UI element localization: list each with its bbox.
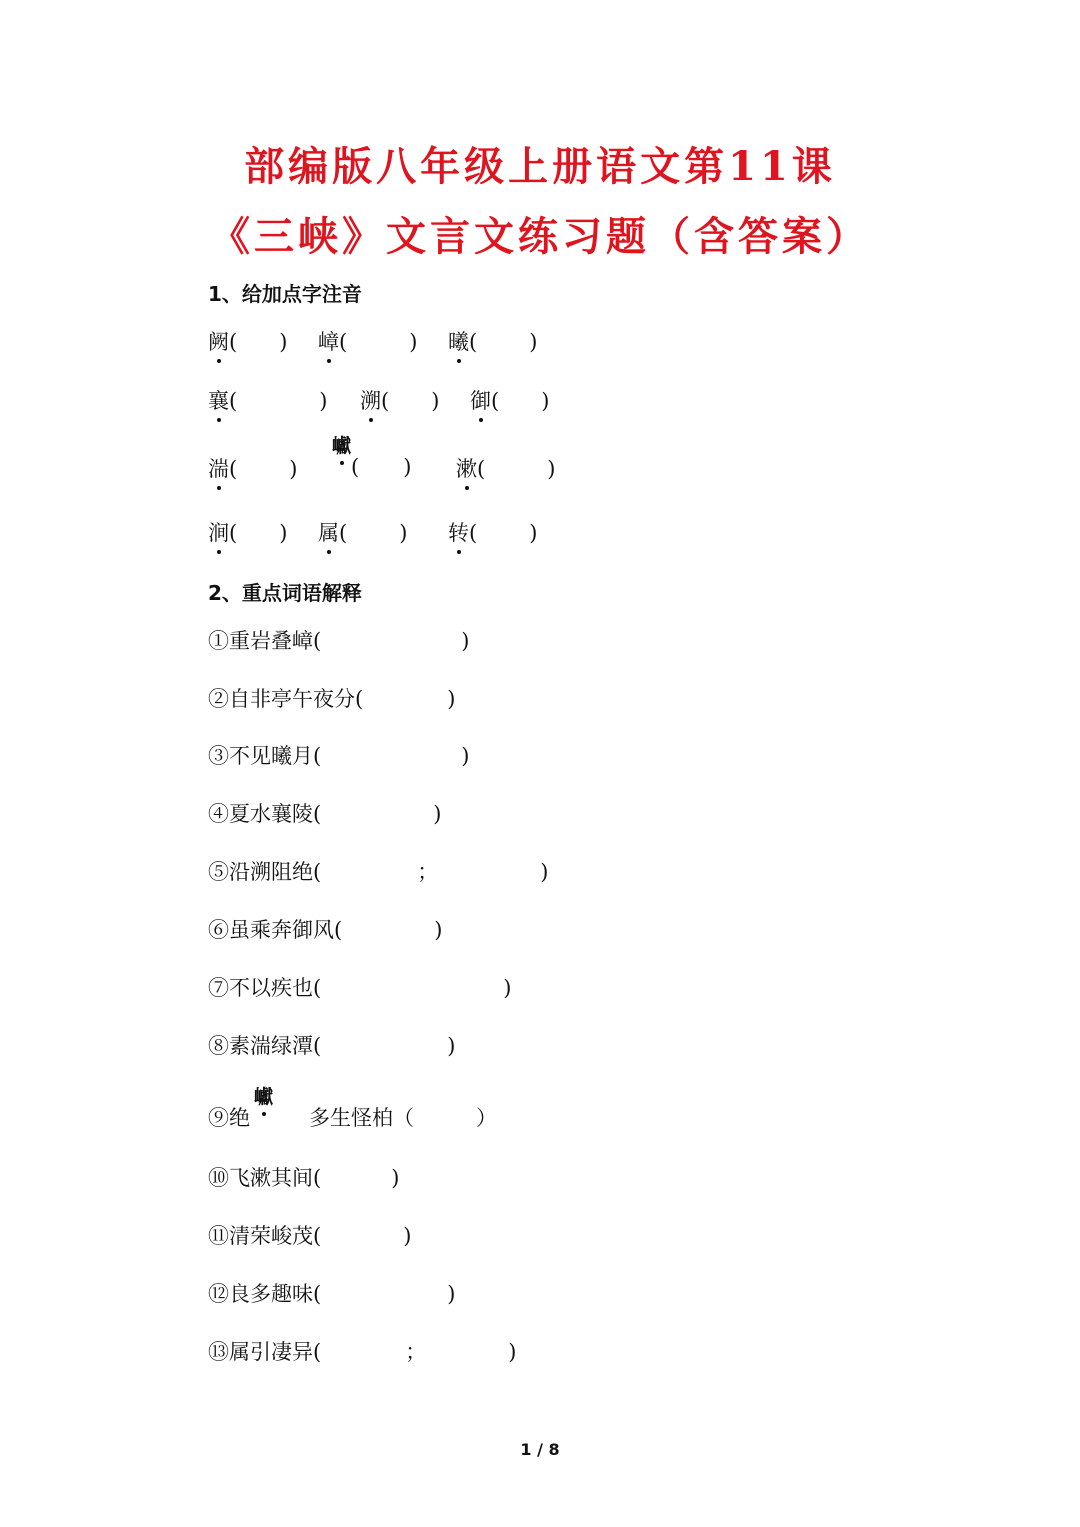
document-page: 部编版八年级上册语文第11课 《三峡》文言文练习题（含答案） 1、给加点字注音 阙( ) 嶂( ) 曦( ) 襄( ) 溯( ) 御( ) 湍( ) 巘( ) 漱( ) 涧( ) 属( ) 转( ) 2、重点词语解释 ①重岩叠嶂( ) ②自非亭午夜分( ) ③不见曦月( ) ④夏水襄陵( ) ⑤沿溯阻绝( ； ) ⑥虽乘奔御风( ) ⑦不以疾也( ) ⑧素湍绿潭( ) ⑨绝巘多生怪柏（ ） ⑩飞漱其间( ) ⑪清荣峻茂( ) ⑫良多趣味( ) ⑬属引凄异( ； ) 1 / 8 (0, 0, 1080, 1527)
dotted-char: 阙 (208, 326, 229, 356)
page-number: 1 / 8 (520, 1440, 560, 1459)
dotted-char: 转 (448, 517, 469, 547)
section2-heading: 2、重点词语解释 (208, 581, 362, 605)
dotted-char: 巘 (254, 1082, 273, 1109)
dotted-char: 属 (318, 517, 339, 547)
vocab-item-10: ⑩飞漱其间( ) (208, 1166, 400, 1190)
vocab-item-7: ⑦不以疾也( ) (208, 976, 512, 1000)
dotted-char: 溯 (360, 385, 381, 415)
dotted-char: 涧 (208, 517, 229, 547)
dotted-char: 曦 (448, 326, 469, 356)
dotted-char: 御 (470, 385, 491, 415)
vocab-item-11: ⑪清荣峻茂( ) (208, 1224, 412, 1248)
dotted-char: 漱 (456, 453, 477, 483)
vocab-item-12: ⑫良多趣味( ) (208, 1282, 456, 1306)
dotted-char: 嶂 (318, 326, 339, 356)
vocab-item-1: ①重岩叠嶂( ) (208, 629, 470, 653)
dotted-char: 襄 (208, 385, 229, 415)
dotted-char: 巘 (332, 431, 351, 458)
page-title-line2: 《三峡》文言文练习题（含答案） (210, 213, 870, 260)
vocab-item-3: ③不见曦月( ) (208, 744, 470, 768)
vocab-item-9: ⑨绝巘多生怪柏（ ） (208, 1102, 497, 1132)
page-title-line1: 部编版八年级上册语文第11课 (244, 143, 836, 190)
vocab-item-5: ⑤沿溯阻绝( ； ) (208, 860, 549, 884)
vocab-item-6: ⑥虽乘奔御风( ) (208, 918, 443, 942)
vocab-item-8: ⑧素湍绿潭( ) (208, 1034, 456, 1058)
vocab-item-13: ⑬属引凄异( ； ) (208, 1340, 517, 1364)
dotted-char: 湍 (208, 453, 229, 483)
vocab-item-2: ②自非亭午夜分( ) (208, 687, 456, 711)
section1-heading: 1、给加点字注音 (208, 282, 362, 306)
vocab-item-4: ④夏水襄陵( ) (208, 802, 442, 826)
